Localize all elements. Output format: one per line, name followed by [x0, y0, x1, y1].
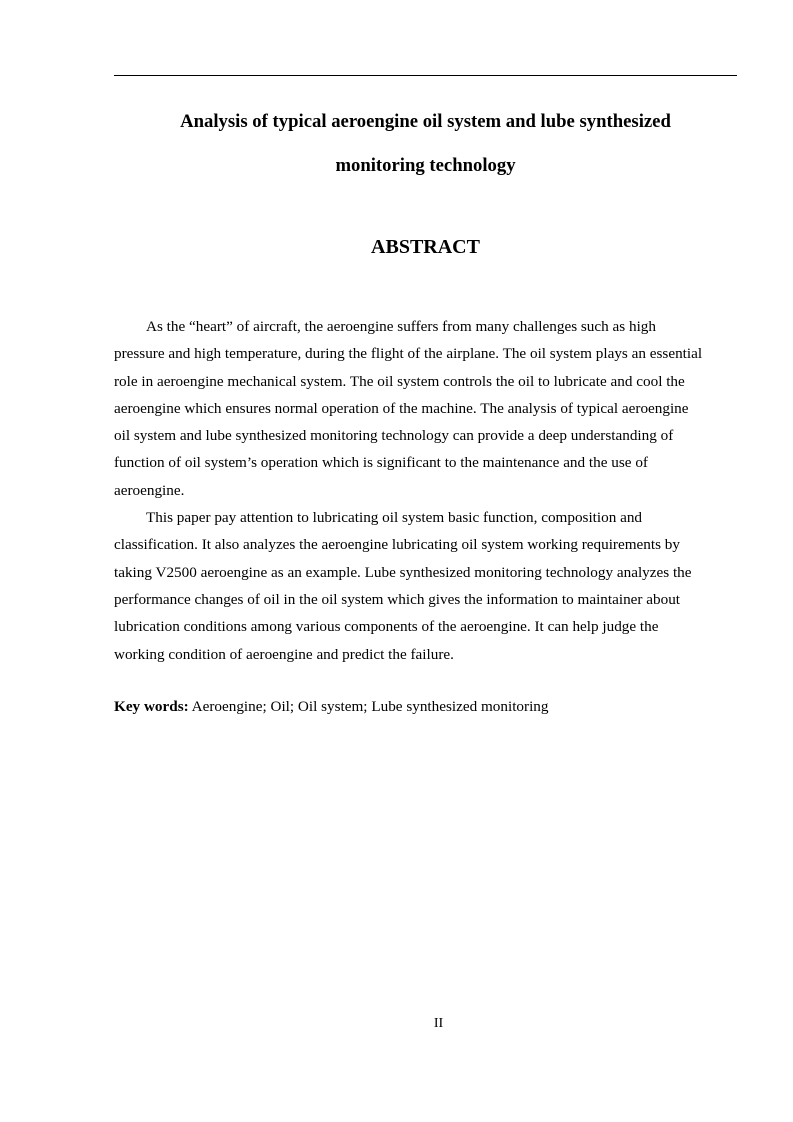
keywords-label: Key words:: [114, 698, 189, 715]
paragraph-2-line: working condition of aeroengine and predict the failure.: [114, 645, 454, 663]
document-title: [114, 100, 737, 188]
paragraph-1-line: function of oil system’s operation which is significant to the maintenance and the use of: [114, 454, 648, 472]
paragraph-1-line: As the “heart” of aircraft, the aeroengine suffers from many challenges such as high: [146, 318, 656, 335]
paragraph-1-line: oil system and lube synthesized monitoring technology can provide a deep understanding of: [114, 427, 674, 445]
abstract-heading: ABSTRACT: [371, 236, 480, 258]
title-line-1: Analysis of typical aeroengine oil system and lube synthesized: [180, 111, 671, 132]
paragraph-2-line: performance changes of oil in the oil system which gives the information to maintainer about: [114, 590, 681, 608]
header-rule: [114, 75, 737, 76]
title-line-2: monitoring technology: [335, 155, 516, 176]
paragraph-1-line: aeroengine.: [114, 481, 185, 499]
paragraph-2-line: taking V2500 aeroengine as an example. Lube synthesized monitoring technology analyzes the: [114, 563, 692, 581]
paragraph-2-line: lubrication conditions among various components of the aeroengine. It can help judge the: [114, 618, 659, 636]
paragraph-1-line: role in aeroengine mechanical system. The oil system controls the oil to lubricate and cool the: [114, 372, 685, 390]
abstract-body: [114, 313, 737, 668]
paragraph-1-line: pressure and high temperature, during the flight of the airplane. The oil system plays an essential: [114, 345, 703, 363]
keywords-line: [114, 693, 737, 720]
page-number: II: [433, 1016, 444, 1031]
paragraph-2-line: classification. It also analyzes the aeroengine lubricating oil system working requirements by: [114, 536, 680, 554]
paragraph-2-line: This paper pay attention to lubricating oil system basic function, composition and: [146, 509, 643, 527]
paragraph-1-line: aeroengine which ensures normal operation of the machine. The analysis of typical aeroengine: [114, 399, 689, 417]
keywords-value: Aeroengine; Oil; Oil system; Lube synthesized monitoring: [188, 698, 549, 715]
